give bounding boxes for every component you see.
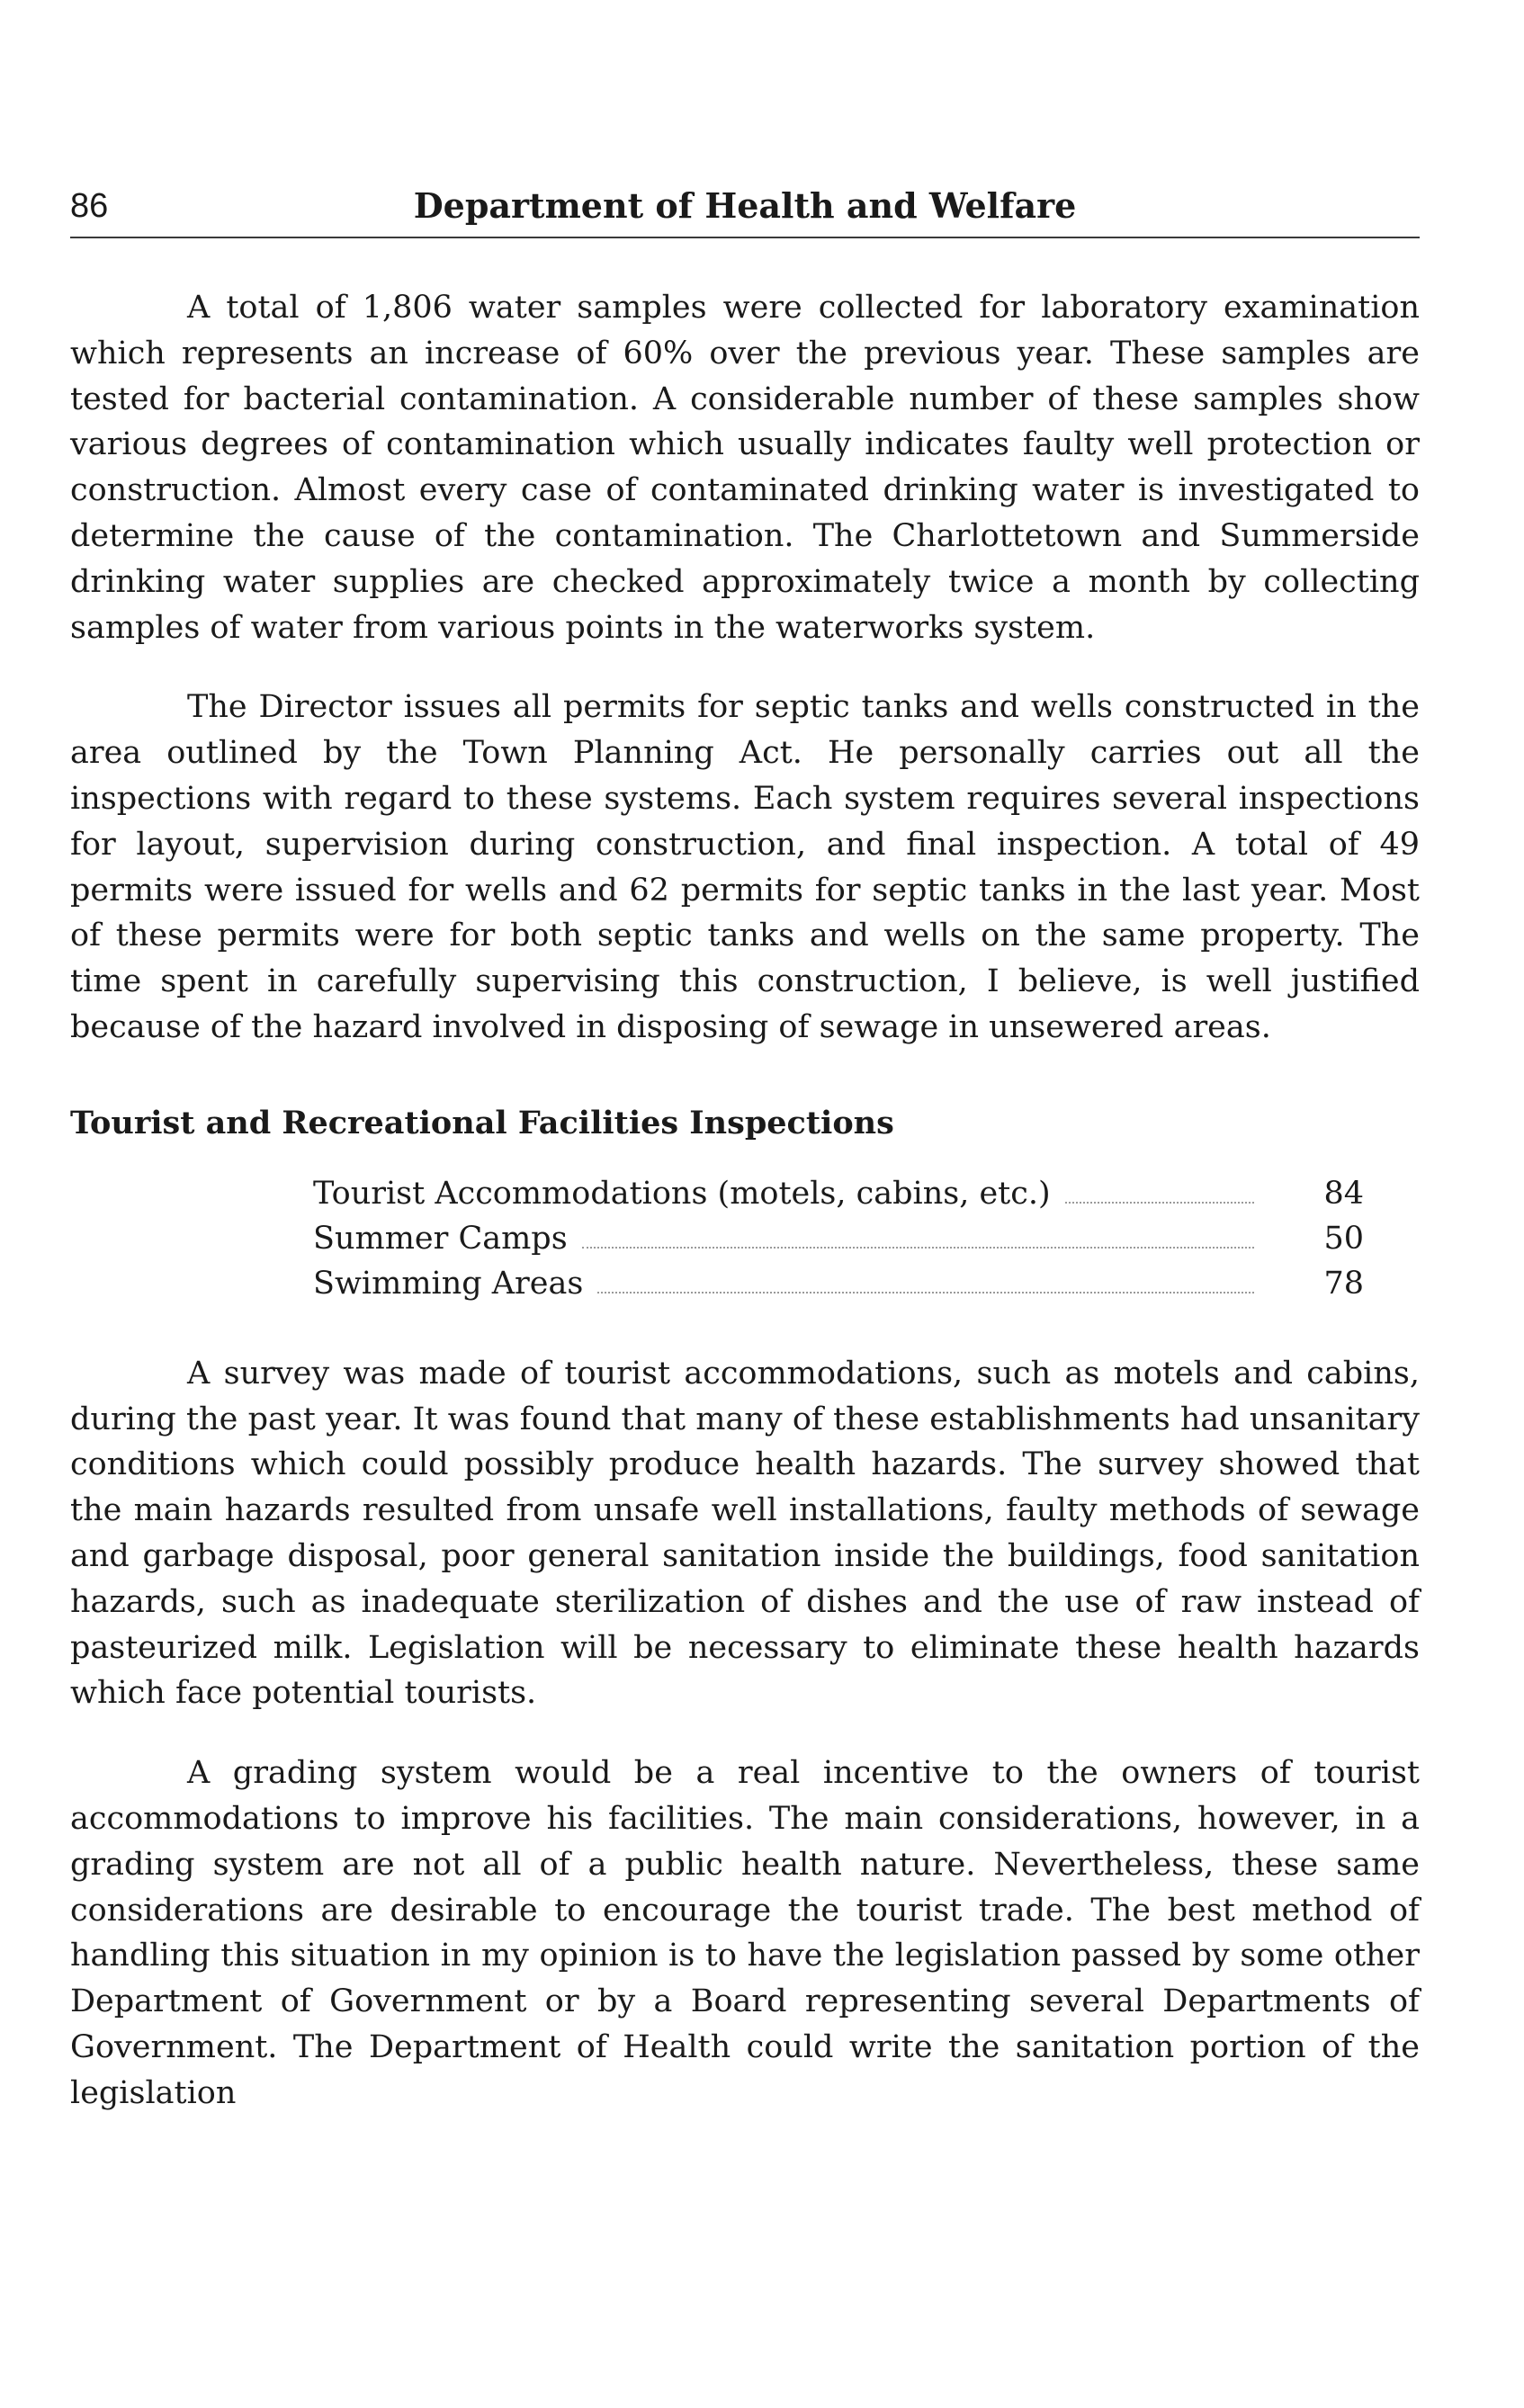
- dot-leader: [1065, 1202, 1254, 1204]
- inspection-item-label: Summer Camps: [313, 1220, 568, 1257]
- dot-leader: [597, 1292, 1254, 1294]
- paragraph-water-samples: A total of 1,806 water samples were collected for laboratory examination which represents an increase of 60% over the previous year. These samples are tested for bacterial contamination. A considerable number of these samples show various degrees of contamination which usually indicates faulty well protection or construction. Almost every case of contaminated drinking water is investigated to determine the cause of the contamination. The Charlottetown and Summerside drinking water supplies are checked approximately twice a month by collecting samples of water from various points in the waterworks system.: [70, 290, 1420, 646]
- paragraph-septic-permits: The Director issues all permits for septic tanks and wells constructed in the area outlined by the Town Planning Act. He personally carries out all the inspections with regard to these systems. Each system requires several inspections for layout, supervision during construction, and final inspection. A total of 49 permits were issued for wells and 62 permits for septic tanks in the last year. Most of these permits were for both septic tanks and wells on the same property. The time spent in carefully supervising this construction, I believe, is well justified because of the hazard involved in disposing of sewage in unsewered areas.: [70, 689, 1420, 1045]
- running-header: [70, 184, 1420, 238]
- dot-leader: [582, 1247, 1254, 1249]
- table-row: [313, 1171, 1364, 1216]
- page-number: 86: [70, 187, 109, 225]
- table-row: [313, 1216, 1364, 1261]
- paragraph-tourist-survey: A survey was made of tourist accommodations, such as motels and cabins, during the past year. It was found that many of these establishments had unsanitary conditions which could possibly produce health hazards. The survey showed that the main hazards resulted from unsafe well installations, faulty methods of sewage and garbage disposal, poor general sanitation inside the buildings, food sanitation hazards, such as inadequate sterilization of dishes and the use of raw instead of pasteurized milk. Legislation will be necessary to eliminate these health hazards which face potential tourists.: [70, 1355, 1420, 1712]
- document-page: [70, 0, 1420, 2408]
- inspection-item-count: 84: [1323, 1175, 1364, 1212]
- running-title: Department of Health and Welfare: [413, 185, 1077, 226]
- body-text: [70, 285, 1420, 2151]
- section-heading: Tourist and Recreational Facilities Inspections: [70, 1104, 894, 1141]
- paragraph-grading-system: A grading system would be a real incentive to the owners of tourist accommodations to improve his facilities. The main considerations, however, in a grading system are not all of a public health nature. Nevertheless, these same considerations are desirable to encourage the tourist trade. The best method of handling this situation in my opinion is to have the legislation passed by some other Department of Government or by a Board representing several Departments of Government. The Department of Health could write the sanitation portion of the legislation: [70, 1755, 1420, 2111]
- inspection-item-count: 78: [1323, 1265, 1364, 1302]
- inspection-item-count: 50: [1323, 1220, 1364, 1257]
- inspection-table: [313, 1171, 1364, 1306]
- table-row: [313, 1261, 1364, 1306]
- inspection-item-label: Tourist Accommodations (motels, cabins, etc.): [313, 1175, 1051, 1212]
- inspection-item-label: Swimming Areas: [313, 1265, 584, 1302]
